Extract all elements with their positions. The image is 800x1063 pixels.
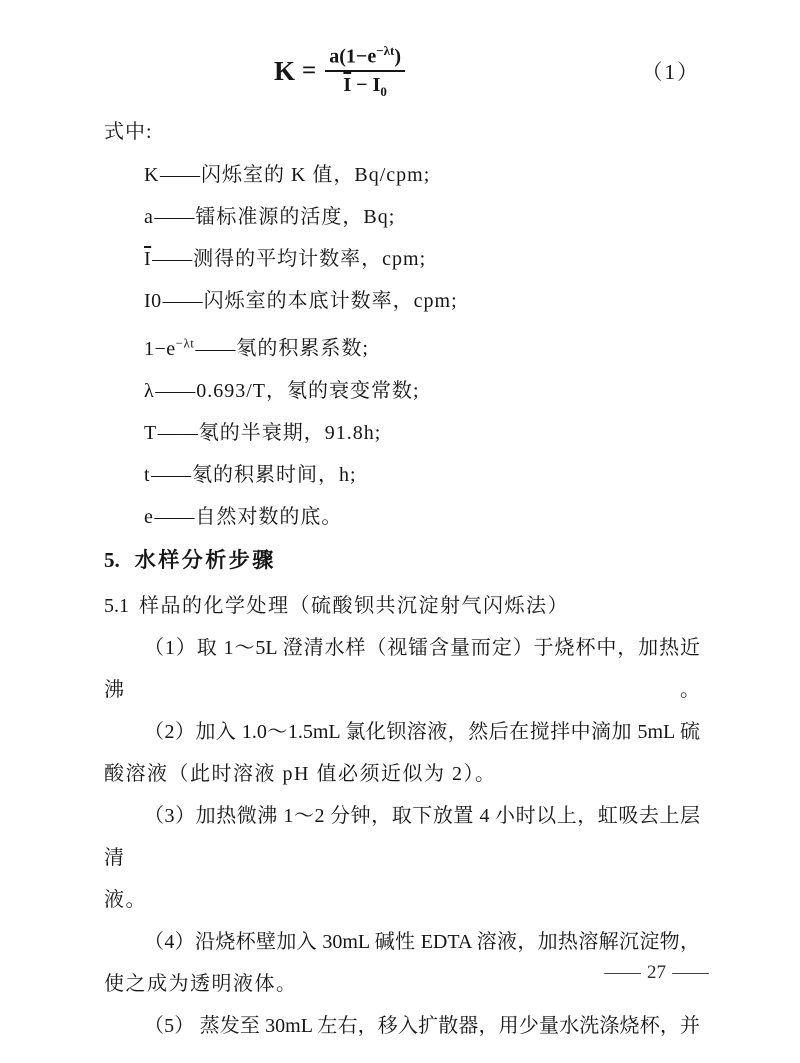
definition-item [144,196,700,238]
definition-item [144,412,700,454]
definition-term: λ [144,379,155,402]
denominator-i: I [372,73,381,96]
definition-desc: 氡的积累时间，h; [192,463,357,486]
definition-item [144,322,700,370]
definition-desc: 氡的积累系数; [236,337,369,360]
denominator-subscript: 0 [380,83,387,99]
definition-dash: —— [157,421,198,444]
definition-dash: —— [155,379,196,402]
definition-desc: 闪烁室的本底计数率，cpm; [203,290,458,312]
term-base: 1−e [144,337,176,360]
definition-term: a [144,206,154,228]
equation-numerator [325,43,405,72]
definition-item [144,454,700,496]
page-number: 27 [647,962,666,983]
definition-dash: —— [152,248,193,270]
paragraph-line: （4）沿烧杯壁加入 30mL 碱性 EDTA 溶液，加热溶解沉淀物， [144,930,700,953]
equation-lhs: K [274,55,296,86]
footer-left-dash: — [604,962,641,983]
definition-item [144,280,700,322]
definition-item [144,370,700,412]
definition-item [144,154,700,196]
footer-right-dash: — [672,962,709,983]
equation-equals: = [302,57,317,84]
page-footer [604,962,709,984]
definition-desc: 氡的半衰期，91.8h; [198,421,382,444]
paragraph-line: （3）加热微沸 1～2 分钟，取下放置 4 小时以上，虹吸去上层清 [104,804,700,869]
where-label: 式中: [104,121,153,143]
equation-row [104,34,700,108]
equation-fraction [325,43,405,99]
numerator-close: ) [394,45,401,68]
definition-dash: —— [154,206,195,228]
paragraph-line: （1）取 1～5L 澄清水样（视镭含量而定）于烧杯中，加热近沸。 [104,636,700,701]
definition-dash: —— [159,164,200,186]
numerator-text: a(1−e [329,45,377,68]
equation-denominator [343,72,387,100]
page-content [104,34,700,1047]
definition-dash: —— [151,463,192,486]
definition-desc: 测得的平均计数率，cpm; [193,248,427,270]
definition-desc: 镭标准源的活度，Bq; [195,206,396,228]
definition-desc: 0.693/T，氡的衰变常数; [196,379,420,402]
definition-dash: —— [154,505,195,528]
term-exponent: −λt [175,335,195,350]
definition-term: T [144,421,157,444]
definition-dash: —— [195,337,236,360]
definition-dash: —— [162,290,203,312]
section-heading [104,538,700,585]
definition-item [144,496,700,538]
subsection-title: 样品的化学处理（硫酸钡共沉淀射气闪烁法） [139,594,569,617]
paragraph-line: （2）加入 1.0～1.5mL 氯化钡溶液，然后在搅拌中滴加 5mL 硫 [144,720,700,743]
paragraph-line: 酸溶液（此时溶液 pH 值必须近似为 2）。 [104,762,497,785]
paragraph-line: 使之成为透明液体。 [104,972,298,995]
definition-term: I0 [144,290,162,312]
definition-term: K [144,164,159,186]
definition-term [144,335,195,360]
section-title: 水样分析步骤 [134,548,276,572]
definition-term-i-bar: $\overline{I}$ [144,248,152,270]
definition-term: e [144,505,154,528]
definition-item [144,238,700,280]
subsection-number: 5.1 [104,594,129,617]
denominator-minus: − [351,73,373,96]
definition-list [144,154,700,538]
paragraph-line: （5） 蒸发至 30mL 左右，移入扩散器，用少量水洗涤烧杯，并 [144,1014,700,1037]
i-bar-symbol: $\overline{I}$ [343,73,352,96]
definition-term: t [144,463,151,486]
paragraph-line: 液。 [104,888,147,911]
equation [274,43,405,99]
equation-number: （1） [641,60,700,84]
definition-desc: 自然对数的底。 [195,505,343,528]
subsection-heading [104,585,700,627]
numerator-exponent: −λt [376,42,395,58]
definition-desc: 闪烁室的 K 值，Bq/cpm; [200,164,431,186]
section-number: 5. [104,547,120,572]
